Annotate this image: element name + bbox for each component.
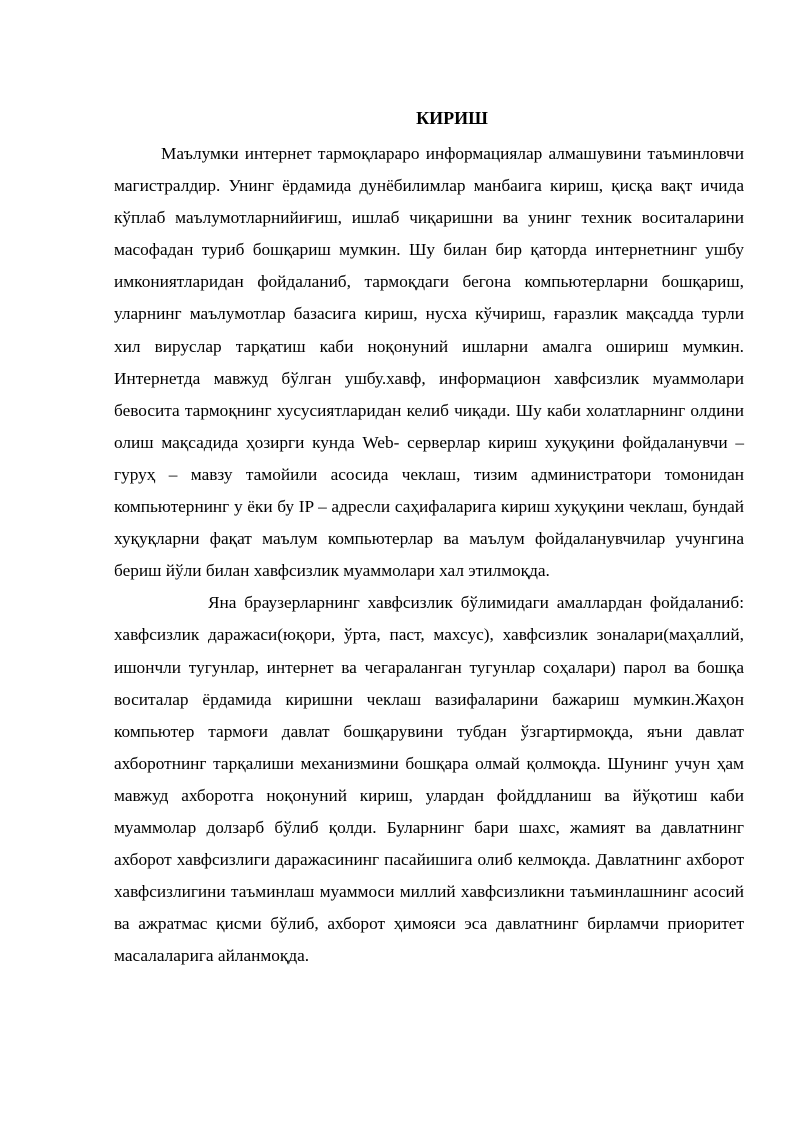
document-body	[114, 138, 744, 972]
page-title: КИРИШ	[416, 108, 488, 128]
paragraph-1: Маълумки интернет тармоқлараро информациялар алмашувини таъминловчи магистралдир. Унинг ёрдамида дунёбилимлар манбаига кириш, қисқа вақт ичида кўплаб маълумотларнийиғиш, ишлаб чиқаришни ва унинг техник воситаларини масофадан туриб бошқариш мумкин. Шу билан бир қаторда интернетнинг ушбу имкониятларидан фойдаланиб, тармоқдаги бегона компьютерларни бошқариш, уларнинг маълумотлар базасига кириш, нусха кўчириш, ғаразлик мақсадда турли хил вируслар тарқатиш каби ноқонуний ишларни амалга ошириш мумкин. Интернетда мавжуд бўлган ушбу.хавф, информацион хавфсизлик муаммолари бевосита тармоқнинг хусусиятларидан келиб чиқади. Шу каби холатларнинг олдини олиш мақсадида ҳозирги кунда Web- серверлар кириш хуқуқини фойдаланувчи – гуруҳ – мавзу тамойили асосида чеклаш, тизим администратори томонидан компьютернинг у ёки бу IP – адресли саҳифаларига кириш хуқуқини чеклаш, бундай хуқуқларни фақат маълум компьютерлар ва маълум фойдаланувчилар учунгина бериш йўли билан хавфсизлик муаммолари хал этилмоқда.	[114, 144, 744, 581]
paragraph-2: Яна браузерларнинг хавфсизлик бўлимидаги амаллардан фойдаланиб: хавфсизлик даражаси(юқори, ўрта, паст, махсус), хавфсизлик зоналари(маҳаллий, ишончли тугунлар, интернет ва чегараланган тугунлар соҳалари) парол ва бошқа воситалар ёрдамида киришни чеклаш вазифаларини бажариш мумкин.Жаҳон компьютер тармоғи давлат бошқарувини тубдан ўзгартирмоқда, яъни давлат ахборотнинг тарқалиши механизмини бошқара олмай қолмоқда. Шунинг учун ҳам мавжуд ахборотга ноқонуний кириш, улардан фойддланиш ва йўқотиш каби муаммолар долзарб бўлиб қолди. Буларнинг бари шахс, жамият ва давлатнинг ахборот хавфсизлиги даражасининг пасайишига олиб келмоқда. Давлатнинг ахборот хавфсизлигини таъминлаш муаммоси миллий хавфсизликни таъминлашнинг асосий ва ажратмас қисми бўлиб, ахборот ҳимояси эса давлатнинг бирламчи приоритет масалаларига айланмоқда.	[114, 593, 744, 966]
